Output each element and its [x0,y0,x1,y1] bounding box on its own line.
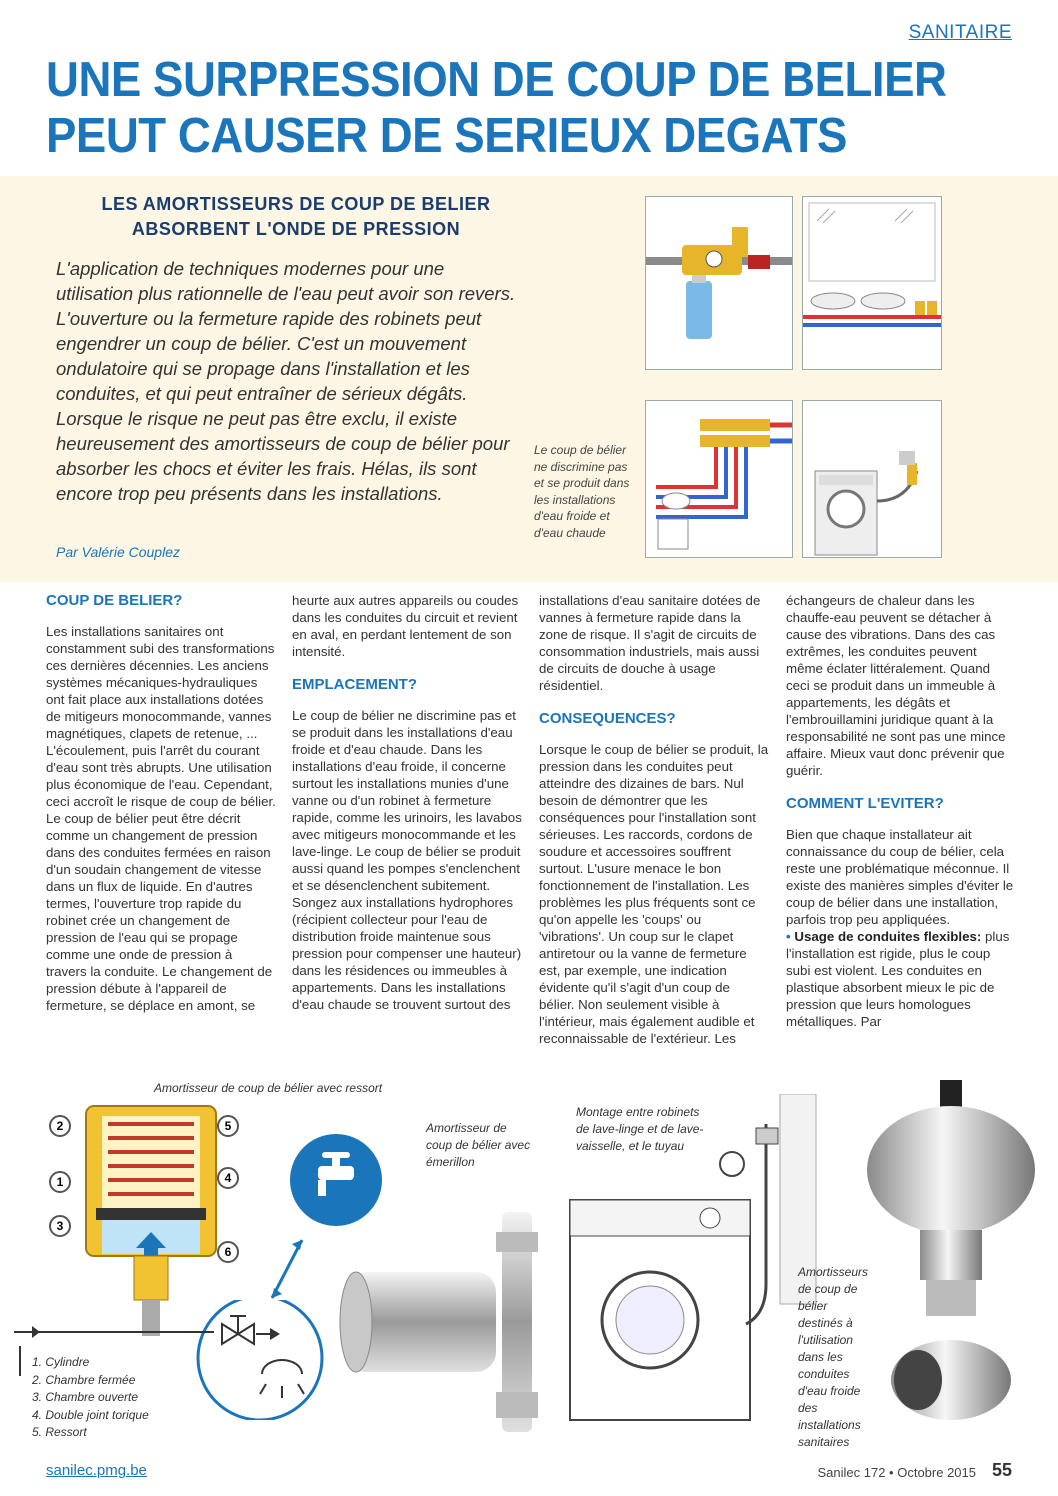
callout-2 [48,1114,72,1138]
callout-3 [48,1214,72,1238]
washing-machine-mounting-illustration [560,1094,820,1434]
legend-item: 3. Chambre ouverte [32,1390,139,1404]
callout-5 [216,1114,240,1138]
legend-item: 5. Ressort [32,1425,87,1439]
manifold-installation-illustration [645,400,793,558]
intro-lead: L'application de techniques modernes pour une utilisation plus rationnelle de l'eau peut avoir son revers. L'ouverture ou la fermeture rapide des robinets peut engendrer un coup de bélier. C'est un mouvement ondulatoire qui se propage dans l'installation et les conduites, et qui peut entraîner de sérieux dégâts. Lorsque le risque ne peut pas être exclu, il existe heureusement des amortisseurs de coup de bélier pour absorber les chocs et éviter les frais. Hélas, ils sont encore trop peu présents dans les installations. [56,258,516,504]
subtitle-line-2: ABSORBENT L'ONDE DE PRESSION [131,219,461,239]
cold-water-damper-photo [856,1080,1036,1430]
shower-valve-schematic [0,1300,340,1420]
legend-item: 1. Cylindre [32,1355,90,1369]
paragraph-emplacement-cont: installations d'eau sanitaire dotées de vannes à fermeture rapide dans la zone de risque. Il s'agit de circuits de consommation industriels, mais aussi de circuits de douche à usage résidentiel. [539,593,761,693]
legend-item: 4. Double joint torique [32,1407,149,1422]
caption-amortisseur-emerillon: Amortisseur de coup de bélier avec émerillon [426,1121,531,1169]
title-line-2: PEUT CAUSER DE SERIEUX DEGATS [46,109,847,163]
paragraph-consequences-cont: échangeurs de chaleur dans les chauffe-eau peuvent se détacher à cause des vibrations. Dans des cas extrêmes, les conduites peuvent même éclater littéralement. Quand ceci se produit dans un immeuble à appartements, les dégâts et l'embrouillamini juridique quant à la responsabilité ne sont pas une mince affaire. Mieux vaut donc prévenir que guérir. [786,593,1006,778]
column-2 [292,592,522,1013]
caption-amortisseur-ressort: Amortisseur de coup de bélier avec ressort [154,1081,383,1095]
callout-1 [48,1170,72,1194]
subtitle-line-1: LES AMORTISSEURS DE COUP DE BELIER [101,194,491,214]
heading-emplacement: EMPLACEMENT? [292,676,417,693]
bullet-label: Usage de conduites flexibles: [794,929,982,944]
column-1 [46,592,276,1014]
callout-3-text: 3 [56,1219,64,1233]
washing-machine-installation-illustration [802,400,942,558]
callout-1-text: 1 [56,1175,64,1189]
heading-coup-de-belier: COUP DE BELIER? [46,592,183,609]
page-title [46,52,967,164]
callout-2-text: 2 [56,1119,64,1133]
footer-site-link[interactable]: sanilec.pmg.be [46,1462,147,1479]
double-arrow-icon [262,1234,312,1304]
figure-caption-installations: Le coup de bélier ne discrimine pas et se produit dans les installations d'eau froide et d'eau chaude [534,443,630,540]
paragraph-comment-eviter: Bien que chaque installateur ait connaissance du coup de bélier, cela reste une problématique méconnue. Il existe des manières simples d'éviter le coup de bélier dans une installation, parfois trop peu appliquées. [786,827,1014,927]
filter-installation-illustration [645,196,793,370]
callout-6 [216,1240,240,1264]
footer-issue: Sanilec 172 • Octobre 2015 [817,1465,976,1480]
bullet-text: plus l'installation est rigide, plus le coup subi est violent. Les conduites en plastique absorbent mieux le pic de pression que leurs homologues métalliques. Par [786,929,1010,1029]
caption-montage: Montage entre robinets de lave-linge et de lave-vaisselle, et le tuyau [576,1105,704,1153]
title-line-1: UNE SURPRESSION DE COUP DE BELIER [46,53,947,107]
paragraph-consequences: Lorsque le coup de bélier se produit, la pression dans les conduites peut atteindre des dizaines de bars. Nul besoin de démontrer que les conséquences pour l'installation sont sérieuses. Les raccords, cordons de soudure et accessoires souffrent surtout. L'usure menace le bon fonctionnement de l'installation. Les problèmes les plus fréquents sont ce qu'on appelle les 'coups' ou 'vibrations'. Un coup sur le clapet antiretour ou la vanne de fermeture est, par exemple, une indication évidente qu'il s'agit d'un coup de bélier. Non seulement visible à l'intérieur, mais également audible et reconnaissable de l'extérieur. Les [539,742,769,1046]
column-3 [539,592,769,1047]
byline: Par Valérie Couplez [56,544,180,560]
paragraph-coup-de-belier: Les installations sanitaires ont constamment subi des transformations ces dernières décennies. Les anciens systèmes mécaniques-hydrauliques ont fait place aux installations dotées de mitigeurs monocommande, vannes magnétiques, clapets de retenue, ... L'écoulement, puis l'arrêt du courant d'eau sont très abrupts. Une utilisation plus économique de l'eau. Cependant, ceci accroît le risque de coup de bélier. Le coup de bélier peut être décrit comme un changement de pression dans des conduites fermées en raison d'un soudain changement de vitesse dans un flux de liquide. En d'autres termes, l'ouverture trop rapide du robinet crée un changement de pression de l'eau qui se propage comme une onde de pression à travers la conduite. Le changement de pression débute à l'appareil de fermeture, se déplace en amont, se [46,624,276,1013]
page-number: 55 [991,1460,1012,1480]
callout-4 [216,1166,240,1190]
callout-4-text: 4 [224,1171,232,1185]
paragraph-coup-de-belier-cont: heurte aux autres appareils ou coudes dans les conduites du circuit et revient en aval, en perdant lentement de son intensité. [292,593,519,659]
legend-item: 2. Chambre fermée [32,1372,136,1387]
column-4 [786,592,1016,1030]
caption-conduites-froides: Amortisseurs de coup de bélier destinés à l'utilisation dans les conduites d'eau froide des installations sanitaires [798,1265,869,1449]
swivel-damper-photo [336,1212,556,1442]
callout-5-text: 5 [224,1119,232,1133]
heading-consequences: CONSEQUENCES? [539,710,676,727]
section-tag: SANITAIRE [908,22,1012,43]
callout-6-text: 6 [224,1245,232,1259]
heading-comment-eviter: COMMENT L'EVITER? [786,795,944,812]
paragraph-emplacement: Le coup de bélier ne discrimine pas et se produit dans les installations d'eau froide et d'eau chaude. Dans les installations d'eau froide, il concerne surtout les installations munies d'une vanne ou d'un robinet à fermeture rapide, comme les urinoirs, les lavabos avec mitigeurs monocommande et les lave-linge. Le coup de bélier se produit aussi quand les pompes s'enclenchent et se désenclenchent subitement. Songez aux installations hydrophores (récipient collecteur pour l'eau de distribution froide maintenue sous pression pour compenser une hauteur) dans les résidences ou immeubles à appartements. Dans les installations d'eau chaude se trouvent surtout des [292,708,522,1012]
washbasin-installation-illustration [802,196,942,370]
intro-subtitle [46,192,546,242]
bullet-conduites-flexibles: • Usage de conduites flexibles: plus l'installation est rigide, plus le coup subi est violent. Les conduites en plastique absorbent mieux le pic de pression que leurs homologues métalliques. Par [786,929,1010,1029]
